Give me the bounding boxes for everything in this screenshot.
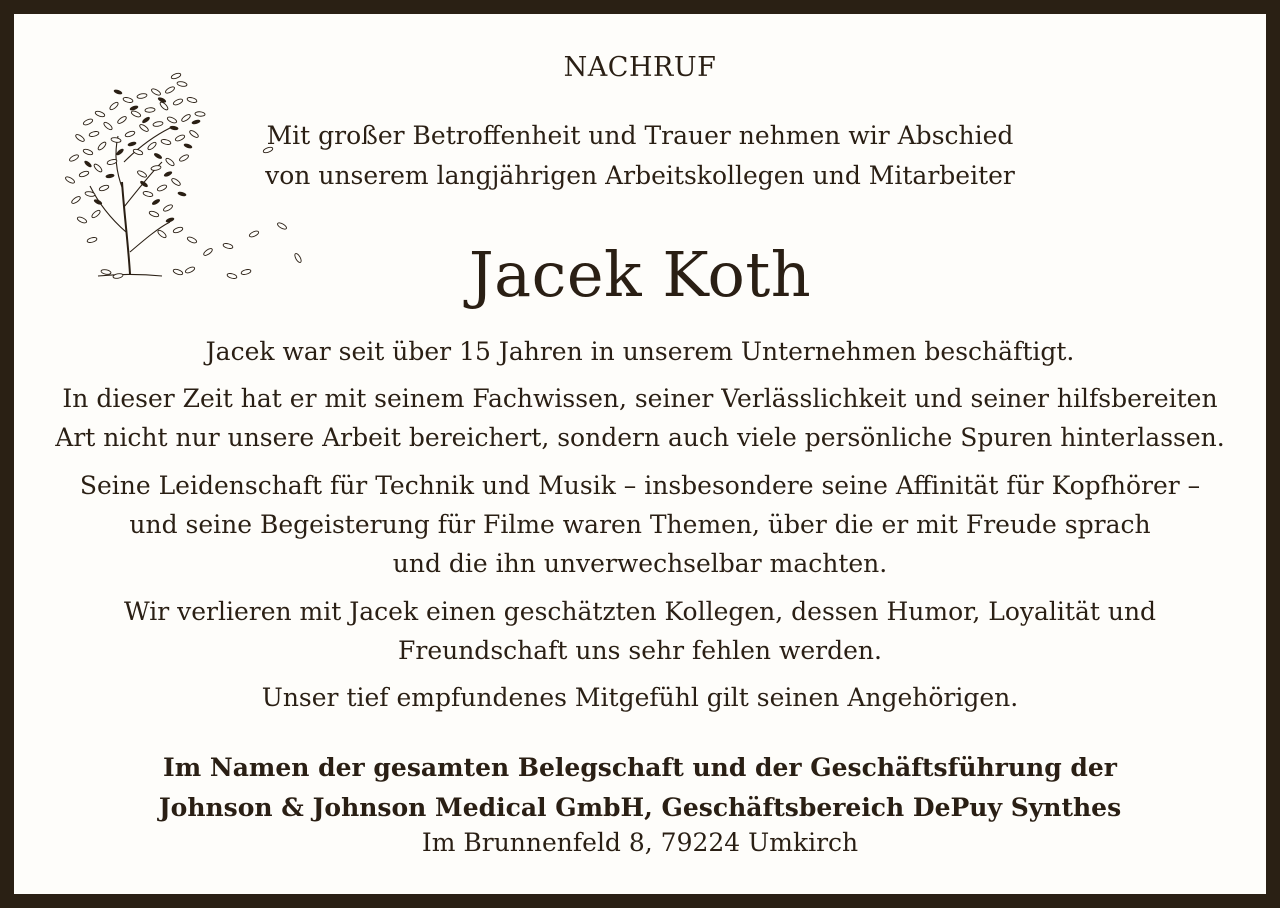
intro-text (14, 116, 1266, 196)
paragraph-line: Wir verlieren mit Jacek einen geschätzten Kollegen, dessen Humor, Loyalität und (123, 597, 1157, 626)
obituary-notice (14, 14, 1266, 894)
paragraph-line: Freundschaft uns sehr fehlen werden. (398, 636, 882, 665)
notice-heading: NACHRUF (563, 52, 717, 83)
paragraph-line: Jacek war seit über 15 Jahren in unserem Unternehmen beschäftigt. (205, 337, 1075, 366)
paragraph-line: Unser tief empfundenes Mitgefühl gilt seinen Angehörigen. (261, 683, 1019, 712)
signature-line: Im Namen der gesamten Belegschaft und der Geschäftsführung der (163, 753, 1117, 782)
intro-line: Mit großer Betroffenheit und Trauer nehmen wir Abschied (266, 121, 1014, 150)
paragraph-line: und die ihn unverwechselbar machten. (392, 549, 888, 578)
company-address: Im Brunnenfeld 8, 79224 Umkirch (421, 828, 859, 857)
signature-line: Johnson & Johnson Medical GmbH, Geschäftsbereich DePuy Synthes (158, 793, 1122, 822)
deceased-name: Jacek Koth (468, 238, 812, 311)
paragraph-line: und seine Begeisterung für Filme waren Themen, über die er mit Freude sprach (129, 510, 1151, 539)
paragraph-passions (14, 466, 1266, 583)
paragraph-line: In dieser Zeit hat er mit seinem Fachwissen, seiner Verlässlichkeit und seiner hilfsbereiten (62, 384, 1218, 413)
paragraph-contribution (14, 379, 1266, 457)
paragraph-line: Seine Leidenschaft für Technik und Musik – insbesondere seine Affinität für Kopfhörer – (79, 471, 1201, 500)
paragraph-employment (14, 332, 1266, 371)
signature-block (14, 748, 1266, 828)
paragraph-loss (14, 592, 1266, 670)
paragraph-line: Art nicht nur unsere Arbeit bereichert, sondern auch viele persönliche Spuren hinterlassen. (55, 423, 1225, 452)
intro-line: von unserem langjährigen Arbeitskollegen und Mitarbeiter (265, 161, 1015, 190)
paragraph-condolence (14, 678, 1266, 717)
